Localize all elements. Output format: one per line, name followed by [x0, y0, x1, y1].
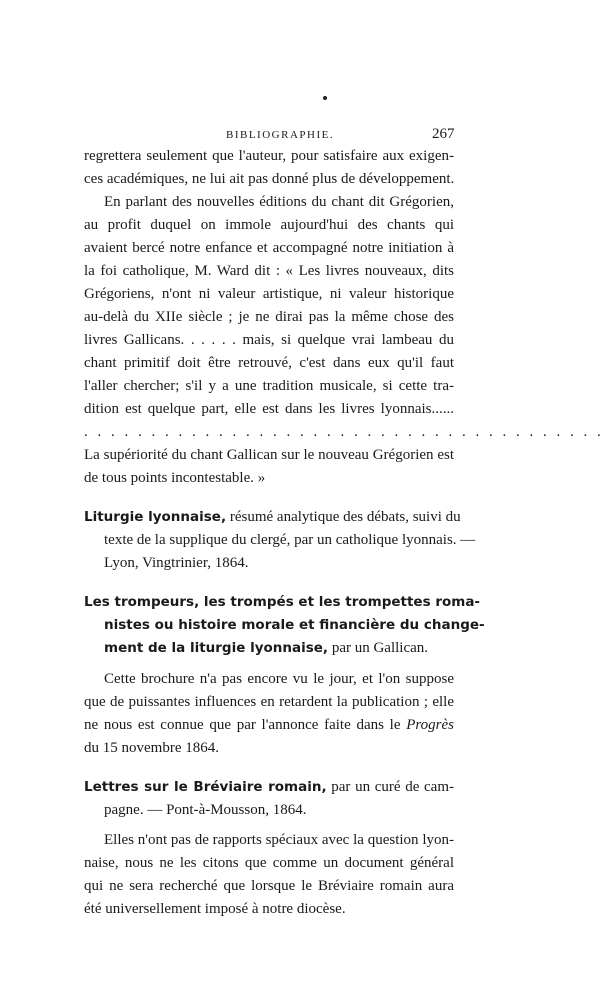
text-line: qui ne sera recherché que lorsque le Bréviaire romain aura	[84, 878, 454, 894]
text-line: l'aller chercher; s'il y a une tradition musicale, si cette tra-	[84, 378, 454, 394]
entry-title: Lettres sur le Bréviaire romain,	[84, 779, 327, 795]
entry-title-line: nistes ou histoire morale et financière du change-	[104, 617, 485, 633]
ellipsis-line: . . . . . . . . . . . . . . . . . . . . . . . . . . . . . . . . . . . . . . .	[84, 424, 604, 440]
text-line: du 15 novembre 1864.	[84, 740, 219, 756]
entry-title-line: Les trompeurs, les trompés et les trompettes roma-	[84, 594, 481, 610]
text-line: ces académiques, ne lui ait pas donné plus de développement.	[84, 171, 455, 187]
text-line: pagne. — Pont-à-Mousson, 1864.	[104, 802, 307, 818]
text-line: chant primitif doit être retrouvé, c'est dans eux qu'il faut	[84, 355, 454, 371]
text-line: livres Gallicans. . . . . . mais, si quelque vrai lambeau du	[84, 332, 454, 348]
text-line: au-delà du XIIe siècle ; je ne dirai pas la même chose des	[84, 309, 454, 325]
text-line: La supériorité du chant Gallican sur le nouveau Grégorien est	[84, 447, 454, 463]
entry-title: Liturgie lyonnaise,	[84, 509, 227, 525]
italic-word: Progrès	[406, 717, 455, 733]
text-line: dition est quelque part, elle est dans les livres lyonnais......	[84, 401, 454, 417]
text-line: regrettera seulement que l'auteur, pour satisfaire aux exigen-	[84, 148, 454, 164]
text-line: naise, nous ne les citons que comme un document général	[84, 855, 454, 871]
text-line	[84, 714, 454, 737]
text-line: Elles n'ont pas de rapports spéciaux avec la question lyon-	[104, 832, 454, 848]
text-line: Grégoriens, n'ont ni valeur artistique, ni valeur historique	[84, 286, 454, 302]
running-head: BIBLIOGRAPHIE.	[226, 129, 335, 141]
bibliography-entry-title-line	[84, 506, 461, 529]
text-line: été universellement imposé à notre diocèse.	[84, 901, 346, 917]
entry-title-line	[104, 637, 454, 660]
entry-title-rest: par un curé de cam-	[331, 779, 454, 795]
text-line: la foi catholique, M. Ward dit : « Les livres nouveaux, dits	[84, 263, 454, 279]
ink-dot	[323, 96, 327, 100]
text-line: avaient bercé notre enfance et accompagné notre initiation à	[84, 240, 454, 256]
text-line: Lyon, Vingtrinier, 1864.	[104, 555, 249, 571]
page-number: 267	[432, 126, 455, 142]
text-line: que de puissantes influences en retardent la publication ; elle	[84, 694, 454, 710]
text-fragment: ne nous est connue que par l'annonce faite dans le	[84, 717, 401, 733]
bibliography-entry-title-line	[84, 776, 454, 799]
text-line: texte de la supplique du clergé, par un catholique lyonnais. —	[104, 532, 476, 548]
entry-title: ment de la liturgie lyonnaise,	[104, 640, 329, 656]
entry-title-rest: résumé analytique des débats, suivi du	[229, 509, 461, 525]
text-line: En parlant des nouvelles éditions du chant dit Grégorien,	[104, 194, 454, 210]
text-line: au profit duquel on immole aujourd'hui des chants qui	[84, 217, 454, 233]
entry-title-rest: par un Gallican.	[331, 640, 429, 656]
text-line: Cette brochure n'a pas encore vu le jour, et l'on suppose	[104, 671, 454, 687]
text-line: de tous points incontestable. »	[84, 470, 266, 486]
